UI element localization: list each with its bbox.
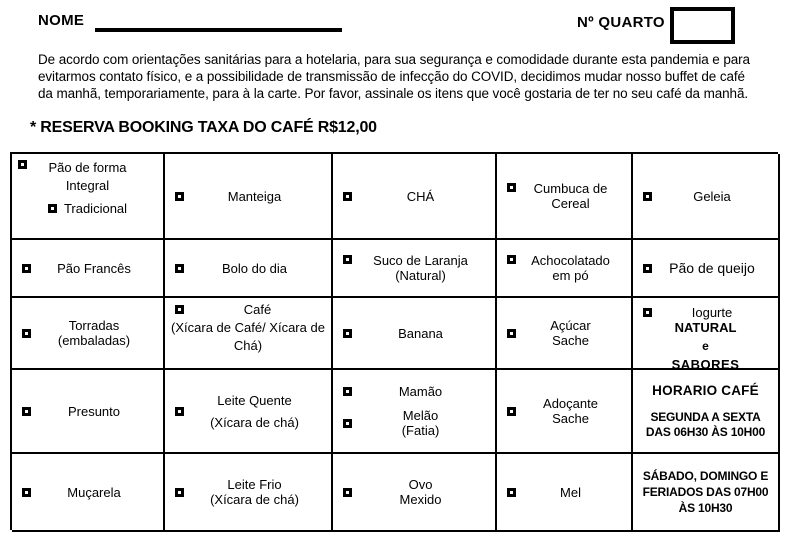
checkbox-mel[interactable] (507, 488, 516, 497)
item-label: Açúcar Sache (550, 318, 591, 348)
item-label: NATURAL (674, 320, 737, 335)
item-label: Pão de forma Integral (48, 160, 127, 193)
item-sublabel: (Xícara de Café/ Xícara de Chá) (171, 320, 325, 353)
item-label: Presunto (67, 403, 121, 419)
cell-leite-frio (165, 454, 333, 532)
cell-mucarela (12, 454, 165, 532)
checkbox-achocolatado[interactable] (507, 255, 516, 264)
cell-bolo-do-dia (165, 240, 333, 298)
checkbox-torradas[interactable] (22, 329, 31, 338)
cell-iogurte (633, 298, 780, 370)
checkbox-acucar-sache[interactable] (507, 329, 516, 338)
checkbox-geleia[interactable] (643, 192, 652, 201)
cell-cha (333, 154, 497, 240)
checkbox-presunto[interactable] (22, 407, 31, 416)
item-label: Mamão (398, 383, 443, 399)
item-label: Cumbuca de Cereal (533, 181, 608, 211)
cell-pao-de-forma (12, 154, 165, 240)
item-label: Pão de queijo (669, 260, 755, 276)
cell-acucar-sache (497, 298, 633, 370)
cell-pao-de-queijo (633, 240, 780, 298)
quarto-input-box[interactable] (670, 7, 735, 44)
booking-note: * RESERVA BOOKING TAXA DO CAFÉ R$12,00 (30, 119, 377, 136)
item-label: Achocolatado em pó (531, 253, 610, 283)
cell-torradas (12, 298, 165, 370)
quarto-label: Nº QUARTO (577, 14, 665, 31)
item-label: Pão Francês (57, 260, 131, 276)
cell-geleia (633, 154, 780, 240)
checkbox-cha[interactable] (343, 192, 352, 201)
item-label: CHÁ (406, 188, 435, 204)
item-label: Muçarela (67, 484, 121, 500)
nome-input-line[interactable] (95, 28, 342, 32)
item-label: SABORES (671, 357, 740, 372)
checkbox-bolo-do-dia[interactable] (175, 264, 184, 273)
checkbox-suco-de-laranja[interactable] (343, 255, 352, 264)
item-label: e (702, 339, 709, 353)
cell-horario-fim-de-semana (633, 454, 780, 532)
checkbox-mamao[interactable] (343, 387, 352, 396)
checkbox-mucarela[interactable] (22, 488, 31, 497)
checkbox-banana[interactable] (343, 329, 352, 338)
checkbox-cafe[interactable] (175, 305, 184, 314)
item-label: Suco de Laranja (Natural) (373, 253, 468, 283)
item-label: Torradas (embaladas) (57, 318, 131, 348)
schedule-weekend: SÁBADO, DOMINGO E FERIADOS DAS 07H00 ÀS 10H30 (642, 469, 769, 515)
schedule-title: HORARIO CAFÉ (652, 382, 759, 398)
item-label: Leite Quente (Xícara de chá) (210, 392, 299, 430)
checkbox-tradicional[interactable] (48, 204, 57, 213)
checkbox-pao-de-queijo[interactable] (643, 264, 652, 273)
cell-adocante-sache (497, 370, 633, 454)
item-label: Leite Frio (Xícara de chá) (210, 477, 299, 507)
checkbox-cumbuca-de-cereal[interactable] (507, 183, 516, 192)
item-label: Tradicional (63, 201, 128, 216)
checkbox-leite-quente[interactable] (175, 407, 184, 416)
checkbox-melao[interactable] (343, 419, 352, 428)
cell-pao-frances (12, 240, 165, 298)
checkbox-pao-frances[interactable] (22, 264, 31, 273)
cell-ovo-mexido (333, 454, 497, 532)
nome-label: NOME (38, 12, 85, 29)
cell-mamao-melao (333, 370, 497, 454)
checkbox-manteiga[interactable] (175, 192, 184, 201)
cell-mel (497, 454, 633, 532)
cell-suco-de-laranja (333, 240, 497, 298)
checkbox-leite-frio[interactable] (175, 488, 184, 497)
checkbox-iogurte[interactable] (643, 308, 652, 317)
item-label: Melão (Fatia) (401, 408, 440, 439)
schedule-weekdays: SEGUNDA A SEXTA DAS 06H30 ÀS 10H00 (645, 409, 766, 439)
cell-cumbuca-de-cereal (497, 154, 633, 240)
item-label: Bolo do dia (221, 260, 288, 276)
checkbox-pao-de-forma-integral[interactable] (18, 160, 27, 169)
item-label: Mel (560, 484, 581, 500)
menu-table (10, 152, 778, 530)
checkbox-ovo-mexido[interactable] (343, 488, 352, 497)
cell-banana (333, 298, 497, 370)
cell-manteiga (165, 154, 333, 240)
item-label: Adoçante Sache (543, 396, 598, 426)
item-label: Manteiga (227, 188, 282, 204)
cell-presunto (12, 370, 165, 454)
cell-horario-cafe (633, 370, 780, 454)
checkbox-adocante-sache[interactable] (507, 407, 516, 416)
intro-paragraph: De acordo com orientações sanitárias para a hotelaria, para sua segurança e comodidade durante esta pandemia e para evitarmos contato físico, e a possibilidade de transmissão de infecção do COVID, decidimos mudar nosso buffet de café da manhã, temporariamente, para à la carte. Por favor, assinale os itens que você gostaria de ter no seu café da manhã. (38, 52, 750, 101)
cell-achocolatado (497, 240, 633, 298)
item-label: Banana (398, 325, 443, 341)
item-label: Ovo Mexido (399, 477, 442, 507)
cell-cafe (165, 298, 333, 370)
item-label: Café (243, 302, 272, 317)
cell-leite-quente (165, 370, 333, 454)
item-label: Geleia (693, 188, 731, 204)
item-label: Iogurte (691, 305, 733, 320)
